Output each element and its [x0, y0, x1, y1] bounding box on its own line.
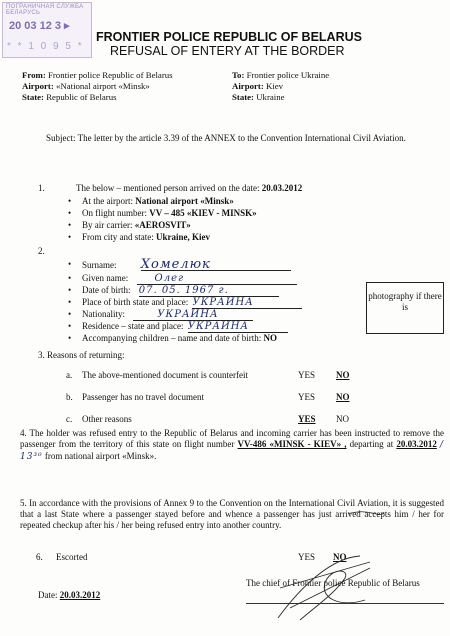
document-title: FRONTIER POLICE REPUBLIC OF BELARUS: [96, 30, 362, 44]
return-flight: VV-486 «MINSK - KIEV» ,: [237, 439, 347, 449]
signature-scrawl: [270, 548, 390, 628]
surname-value: Хомелюк: [141, 259, 291, 271]
from-city-line: [82, 232, 210, 243]
dob-line: [82, 285, 279, 297]
reason-text: Other reasons: [82, 414, 132, 424]
departing-label: departing at: [349, 439, 394, 449]
from-value: Frontier police Republic of Belarus: [47, 70, 173, 80]
from-label: From:: [22, 70, 46, 80]
reason-row: [66, 370, 366, 392]
to-airport: Kiev: [265, 81, 284, 91]
carrier-value: «AEROSVIT»: [134, 220, 191, 230]
section-2-number: 2.: [38, 246, 45, 256]
carrier-line: [82, 220, 191, 231]
reason-yes: YES: [298, 370, 316, 380]
to-block: [232, 70, 329, 103]
reasons-list: [66, 370, 366, 436]
from-state-label: State:: [22, 92, 44, 102]
dob-value: 07. 05. 1967 г.: [139, 285, 279, 297]
from-airport-label: Airport:: [22, 81, 54, 91]
place-of-birth-line: [82, 297, 302, 309]
place-of-birth-value: УКРАИНА: [192, 297, 302, 309]
document-subtitle: REFUSAL OF ENTERY AT THE BORDER: [110, 44, 345, 58]
flight-label: On flight number:: [82, 208, 147, 218]
section-3-title: 3. Reasons of returning:: [38, 350, 125, 360]
flight-line: [82, 208, 257, 219]
stamp-line-2: 20 03 12 3 ▸: [9, 20, 70, 32]
carrier-label: By air carrier:: [82, 220, 133, 230]
airport-label: At the airport:: [82, 196, 133, 206]
reason-text: Passenger has no travel document: [82, 392, 204, 402]
section-4-tail: from national airport «Minsk».: [44, 451, 157, 461]
residence-label: Residence – state and place:: [82, 321, 184, 331]
section-4-text: 4. The holder was refused entry to the Republic of Belarus and incoming carrier has been instructed to remove the passenger from the territory of this state on flight number: [20, 428, 444, 449]
from-state: Republic of Belarus: [46, 92, 117, 102]
given-name-value: Олег: [137, 273, 297, 285]
reason-text: The above-mentioned document is counterfeit: [82, 370, 248, 380]
check-scribble: [346, 508, 386, 518]
reason-no: NO: [336, 392, 350, 402]
nationality-line: [82, 309, 253, 321]
to-state-label: State:: [232, 92, 254, 102]
section-1-intro: [76, 183, 302, 194]
escorted-label: Escorted: [56, 552, 88, 562]
reason-letter: b.: [66, 392, 73, 402]
chief-signature-line: The chief of Frontier police Republic of Belarus: [246, 578, 420, 588]
residence-value: УКРАИНА: [188, 321, 288, 333]
photo-box: photography if there is: [366, 282, 444, 334]
from-block: [22, 70, 173, 103]
from-airport: «National airport «Minsk»: [55, 81, 150, 91]
to-state: Ukraine: [256, 92, 285, 102]
place-of-birth-label: Place of birth state and place:: [82, 297, 189, 307]
children-label: Accompanying children – name and date of birth:: [82, 333, 262, 343]
dob-label: Date of birth:: [82, 285, 131, 295]
section-4: [20, 428, 444, 463]
nationality-value: УКРАИНА: [133, 309, 253, 321]
section-1-number: 1.: [38, 183, 45, 193]
reason-yes: YES: [298, 392, 316, 402]
from-city-value: Ukraine, Kiev: [156, 232, 210, 242]
footer-date-value: 20.03.2012: [59, 590, 101, 600]
given-name-line: [82, 273, 297, 285]
section-6-number: 6.: [36, 552, 43, 562]
section-1-intro-text: The below – mentioned person arrived on the date:: [76, 183, 260, 193]
flight-value: VV – 485 «KIEV - MINSK»: [149, 208, 257, 218]
entry-stamp: [2, 2, 92, 58]
surname-line: [82, 259, 291, 271]
subject: Subject: The letter by the article 3.39 of the ANNEX to the Convention International Civil Aviation.: [46, 133, 406, 143]
airport-line: [82, 196, 234, 207]
departure-date: 20.03.2012: [396, 439, 437, 449]
airport-value: National airport «Minsk»: [135, 196, 234, 206]
to-label: To:: [232, 70, 245, 80]
arrival-date: 20.03.2012: [261, 183, 303, 193]
given-name-label: Given name:: [82, 273, 129, 283]
escorted-no: NO: [333, 552, 347, 562]
children-line: [82, 333, 277, 344]
from-city-label: From city and state:: [82, 232, 154, 242]
stamp-line-3: * * 1 0 9 5 *: [7, 41, 84, 52]
nationality-label: Nationality:: [82, 309, 125, 319]
to-airport-label: Airport:: [232, 81, 264, 91]
to-value: Frontier police Ukraine: [246, 70, 330, 80]
residence-line: [82, 321, 288, 333]
reason-no: NO: [336, 370, 350, 380]
reason-row: [66, 392, 366, 414]
reason-letter: a.: [66, 370, 73, 380]
escorted-yes: YES: [298, 552, 316, 562]
footer-date-label: Date:: [38, 590, 58, 600]
departure-time: / 13³⁰: [20, 440, 445, 462]
reason-yes: YES: [298, 414, 316, 424]
children-value: NO: [263, 333, 277, 343]
section-5: 5. In accordance with the provisions of Annex 9 to the Convention on the International Civil Aviation, it is suggested that a last State where a passenger stayed before and whence a passenger has just arrived accepts him / her for repeated checkup after his / her being refused entry into another country.: [20, 498, 444, 530]
reason-letter: c.: [66, 414, 73, 424]
reason-no: NO: [336, 414, 349, 424]
surname-label: Surname:: [82, 260, 117, 270]
footer-date: [38, 590, 100, 601]
stamp-line-1: ПОГРАНИЧНАЯ СЛУЖБА БЕЛАРУСЬ: [6, 4, 84, 16]
